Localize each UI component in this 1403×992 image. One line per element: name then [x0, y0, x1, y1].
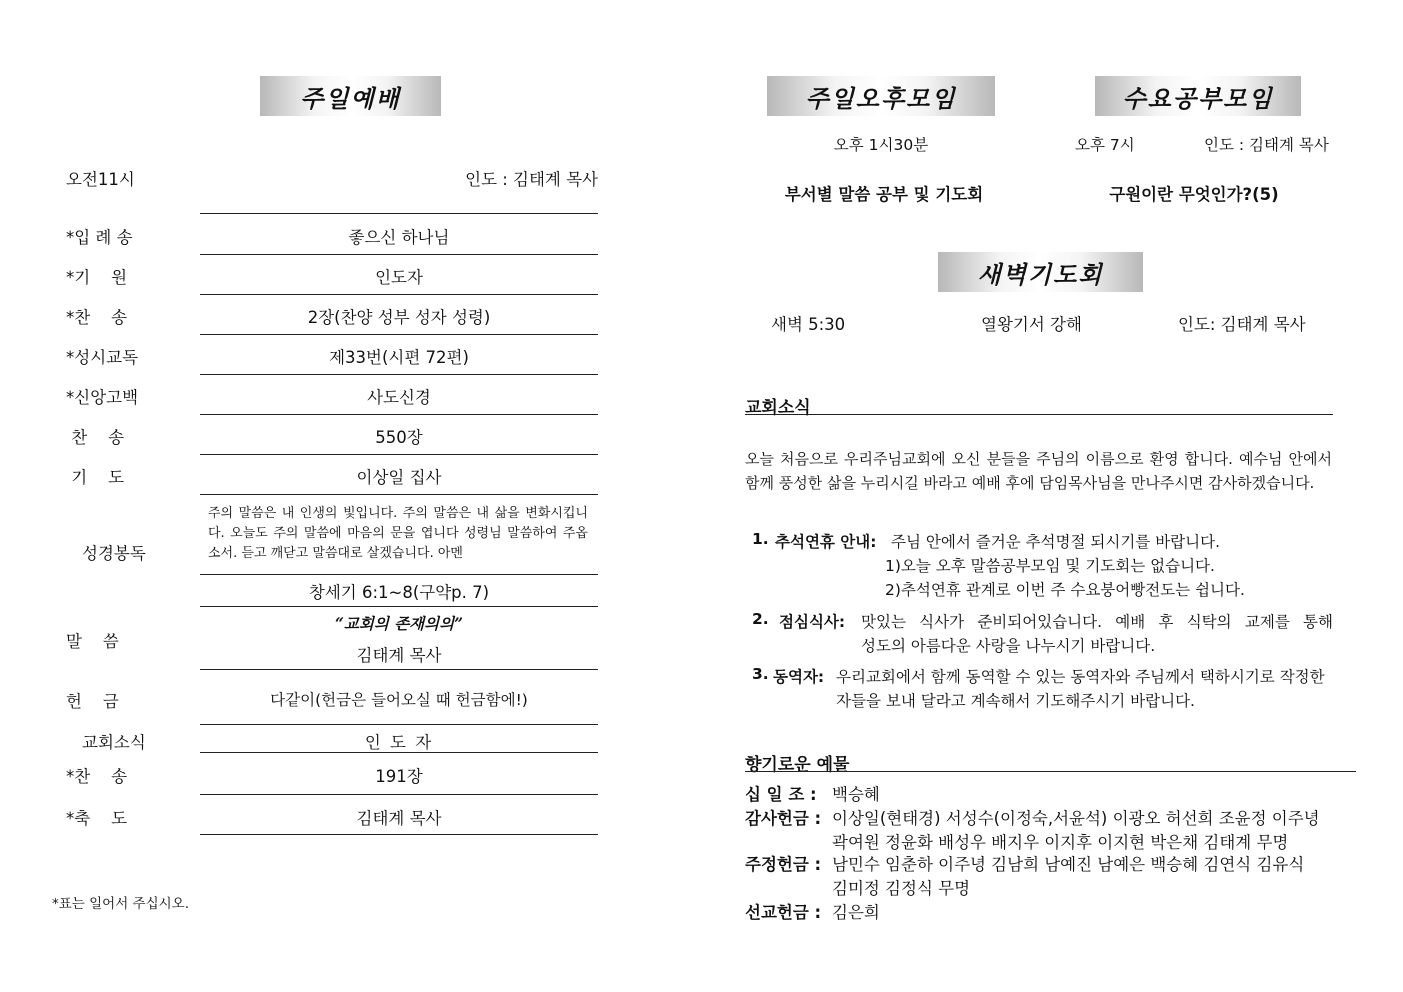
order-label: 기 도	[66, 468, 125, 487]
divider	[200, 494, 598, 495]
news-item-head: 동역자:	[773, 668, 825, 686]
offering-names: 김은희	[832, 903, 880, 922]
news-item-number: 1.	[752, 530, 769, 548]
afternoon-topic: 부서별 말씀 공부 및 기도회	[784, 185, 984, 204]
dawn-banner: 새벽기도회	[938, 252, 1143, 292]
sermon-title: “교회의 존재의의”	[334, 614, 464, 633]
reading-label: 성경봉독	[82, 544, 146, 563]
offering-type-label: 감사헌금 :	[745, 809, 822, 828]
benediction-label: *축 도	[66, 809, 128, 828]
offerings-title: 향기로운 예물	[745, 755, 850, 775]
news-item-cont: 성도의 아름다운 사랑을 나누시기 바랍니다.	[861, 637, 1156, 655]
divider	[200, 213, 598, 214]
offering-type-label: 주정헌금 :	[745, 855, 822, 874]
afternoon-time: 오후 1시30분	[833, 136, 929, 154]
offering-label: 헌 금	[66, 692, 119, 711]
news-item-text: 우리교회에서 함께 동역할 수 있는 동역자와 주님께서 택하시기로 작정한	[836, 668, 1325, 686]
afternoon-banner: 주일오후모임	[767, 76, 995, 116]
order-label: *입 례 송	[66, 228, 133, 247]
worship-leader: 인도 : 김태계 목사	[465, 170, 598, 189]
order-label: *성시교독	[66, 348, 139, 367]
offering-type-label: 선교헌금 :	[745, 903, 822, 922]
divider	[200, 254, 598, 255]
dawn-leader: 인도: 김태계 목사	[1178, 315, 1306, 334]
order-label: 찬 송	[66, 428, 125, 447]
news-item-sub: 2)추석연휴 관계로 이번 주 수요붕어빵전도는 쉽니다.	[885, 581, 1245, 599]
divider	[745, 771, 1356, 772]
divider	[200, 454, 598, 455]
divider	[200, 374, 598, 375]
order-label: *기 원	[66, 268, 128, 287]
hymn-value: 191장	[375, 767, 423, 786]
order-label: *신앙고백	[66, 388, 139, 407]
divider	[200, 334, 598, 335]
worship-banner: 주일예배	[260, 76, 441, 116]
divider	[200, 574, 598, 575]
order-label: *찬 송	[66, 308, 128, 327]
divider	[200, 794, 598, 795]
news-item-cont: 자들을 보내 달라고 계속해서 기도해주시기 바랍니다.	[836, 692, 1195, 710]
offering-names: 이상일(현태경) 서성수(이정숙,서윤석) 이광오 허선희 조윤정 이주녕	[832, 809, 1320, 828]
news-label: 교회소식	[82, 733, 146, 752]
order-value: 550장	[375, 428, 423, 447]
scripture: 창세기 6:1~8(구약p. 7)	[308, 583, 490, 602]
divider	[200, 294, 598, 295]
divider	[200, 834, 598, 835]
offering-names: 백승혜	[832, 785, 880, 804]
offering-names: 곽여원 정윤화 배성우 배지우 이지후 이지현 박은채 김태계 무명	[832, 833, 1289, 852]
divider	[745, 414, 1333, 415]
divider	[200, 669, 598, 670]
order-value: 좋으신 하나님	[348, 228, 450, 247]
wednesday-topic: 구원이란 무엇인가?(5)	[1109, 185, 1279, 204]
dawn-book: 열왕기서 강해	[981, 315, 1082, 334]
order-value: 인도자	[375, 268, 423, 287]
news-value: 인 도 자	[364, 733, 434, 752]
news-item-sub: 1)오늘 오후 말씀공부모임 및 기도회는 없습니다.	[885, 557, 1215, 575]
news-item-number: 3.	[752, 665, 769, 683]
reading-prayer: 주의 말씀은 내 인생의 빛입니다. 주의 말씀은 내 삶을 변화시킵니다. 오늘도 주의 말씀에 마음의 문을 엽니다 성령님 말씀하여 주옵소서. 듣고 깨닫고 말씀대로 살겠습니다. 아멘	[208, 506, 588, 561]
wednesday-leader: 인도 : 김태계 목사	[1204, 136, 1329, 154]
divider	[200, 606, 598, 607]
news-item-text: 맛있는 식사가 준비되어있습니다. 예배 후 식탁의 교제를 통해	[861, 613, 1333, 631]
order-value: 이상일 집사	[356, 468, 442, 487]
offering-names: 남민수 임춘하 이주녕 김남희 남예진 남예은 백승혜 김연식 김유식	[832, 855, 1305, 874]
news-intro: 오늘 처음으로 우리주님교회에 오신 분들을 주님의 이름으로 환영 합니다. 예수님 안에서 함께 풍성한 삶을 누리시길 바라고 예배 후에 담임목사님을 만나주시면 감사하겠습니다.	[745, 450, 1332, 492]
news-title: 교회소식	[745, 398, 811, 418]
benediction-value: 김태계 목사	[356, 809, 442, 828]
sermon-label: 말 씀	[66, 632, 119, 651]
divider	[200, 414, 598, 415]
wednesday-banner: 수요공부모임	[1095, 76, 1301, 116]
hymn-label: *찬 송	[66, 767, 128, 786]
news-item-head: 점심식사:	[779, 613, 846, 631]
dawn-time: 새벽 5:30	[771, 315, 846, 334]
sermon-speaker: 김태계 목사	[356, 646, 442, 665]
divider	[200, 724, 598, 725]
order-value: 사도신경	[367, 388, 431, 407]
news-item-text: 주님 안에서 즐거운 추석명절 되시기를 바랍니다.	[891, 533, 1221, 551]
order-value: 2장(찬양 성부 성자 성령)	[307, 308, 491, 327]
news-item-head: 추석연휴 안내:	[775, 533, 877, 551]
offering-type-label: 십 일 조 :	[745, 785, 817, 804]
news-item-number: 2.	[752, 610, 769, 628]
footnote: *표는 일어서 주십시오.	[52, 896, 189, 912]
offering-value: 다같이(헌금은 들어오실 때 헌금함에!)	[270, 691, 528, 709]
wednesday-time: 오후 7시	[1075, 136, 1135, 154]
offering-names: 김미정 김정식 무명	[832, 879, 971, 898]
worship-time: 오전11시	[66, 170, 135, 189]
order-value: 제33번(시편 72편)	[329, 348, 469, 367]
